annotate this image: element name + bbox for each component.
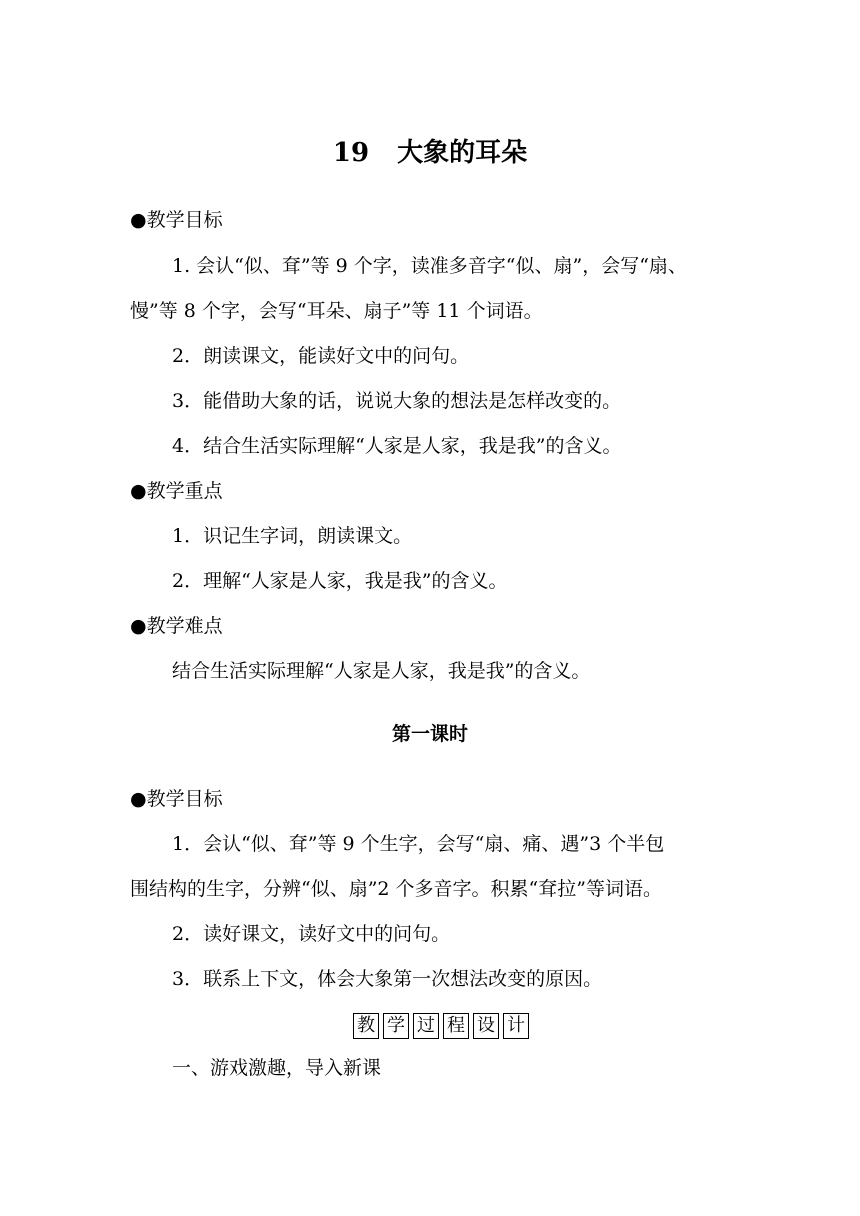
lesson-objective-line: 2．读好课文，读好文中的问句。: [172, 923, 451, 945]
process-char-box: 设: [473, 1013, 499, 1039]
process-char-box: 程: [443, 1013, 469, 1039]
section-heading-key-points: ● 教学重点: [130, 479, 223, 503]
lesson-objective-line: 1．会认“似、耷”等 9 个生字，会写“扇、痛、遇”3 个半包: [172, 833, 665, 855]
objective-line: 1. 会认“似、耷”等 9 个字，读准多音字“似、扇”，会写“扇、: [172, 255, 687, 277]
title-text: 大象的耳朵: [397, 138, 528, 168]
objective-line: 2．朗读课文，能读好文中的问句。: [172, 345, 470, 367]
lesson-objective-line: 围结构的生字，分辨“似、扇”2 个多音字。积累“耷拉”等词语。: [130, 878, 662, 900]
lesson-heading-objectives: ● 教学目标: [130, 787, 223, 811]
key-point-line: 1．识记生字词，朗读课文。: [172, 525, 413, 547]
page-title: [0, 136, 860, 170]
lesson-title: 第一课时: [391, 723, 468, 745]
difficulty-line: 结合生活实际理解“人家是人家，我是我”的含义。: [172, 660, 591, 682]
step-heading: 一、游戏激趣，导入新课: [172, 1057, 382, 1079]
process-design-heading: [353, 1013, 529, 1039]
process-char-box: 计: [503, 1013, 529, 1039]
process-char-box: 过: [413, 1013, 439, 1039]
section-heading-objectives: ● 教学目标: [130, 208, 223, 232]
objective-line: 慢”等 8 个字，会写“耳朵、扇子”等 11 个词语。: [130, 300, 543, 322]
title-number: 19: [332, 138, 370, 168]
section-heading-difficulties: ● 教学难点: [130, 614, 223, 638]
objective-line: 4．结合生活实际理解“人家是人家，我是我”的含义。: [172, 435, 622, 457]
process-char-box: 学: [383, 1013, 409, 1039]
key-point-line: 2．理解“人家是人家，我是我”的含义。: [172, 570, 508, 592]
lesson-objective-line: 3．联系上下文，体会大象第一次想法改变的原因。: [172, 968, 603, 990]
process-char-box: 教: [353, 1013, 379, 1039]
objective-line: 3．能借助大象的话，说说大象的想法是怎样改变的。: [172, 390, 622, 412]
